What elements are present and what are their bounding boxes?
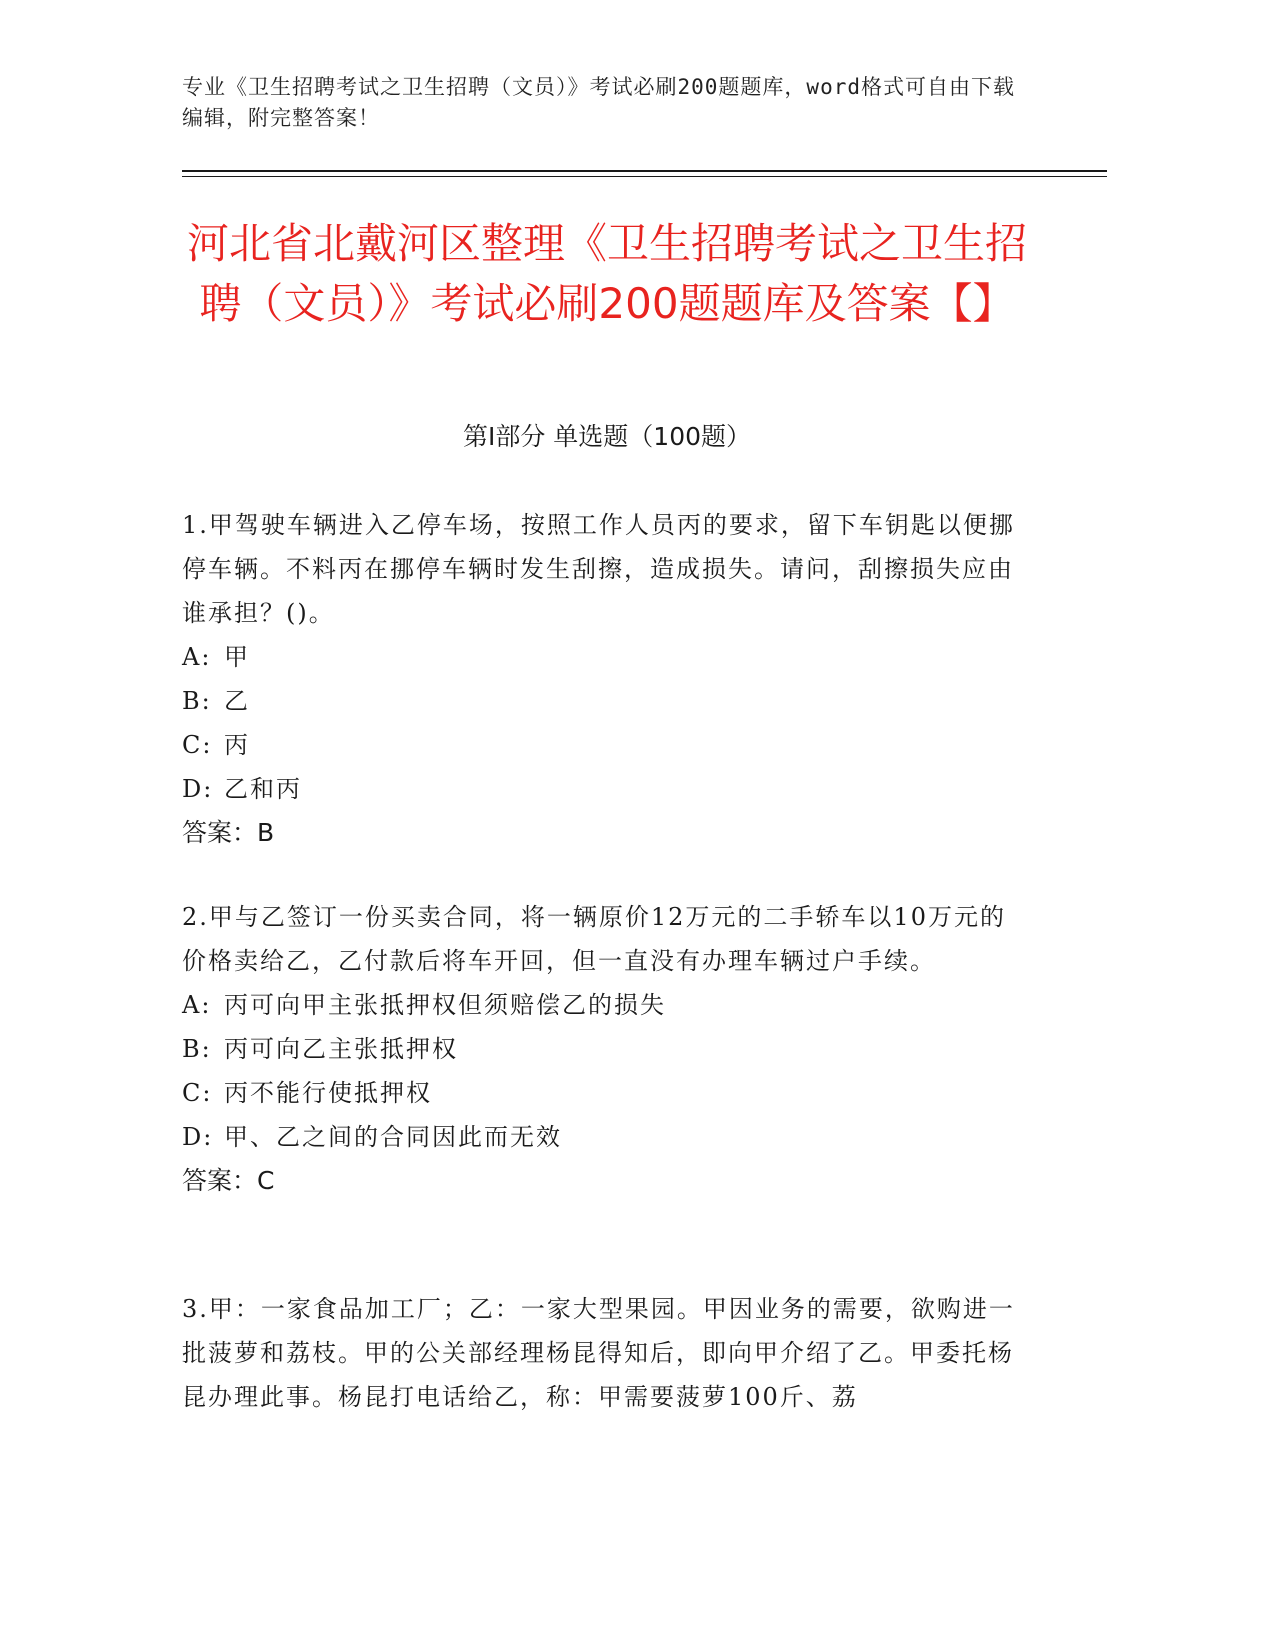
option-c <box>182 723 1017 767</box>
answer: 答案：C <box>182 1166 275 1195</box>
question-stem: 2.甲与乙签订一份买卖合同，将一辆原价12万元的二手轿车以10万元的价格卖给乙，乙付款后将车开回，但一直没有办理车辆过户手续。 <box>182 903 1006 975</box>
option-text: 甲、乙之间的合同因此而无效 <box>224 1123 562 1151</box>
option-text: 丙可向甲主张抵押权但须赔偿乙的损失 <box>224 991 666 1019</box>
section-title: 第I部分 单选题（100题） <box>462 422 752 451</box>
option-d <box>182 1115 1017 1159</box>
question-3 <box>182 1287 1017 1419</box>
option-text: 甲 <box>224 643 250 671</box>
question-stem: 1.甲驾驶车辆进入乙停车场，按照工作人员丙的要求，留下车钥匙以便挪停车辆。不料丙在挪停车辆时发生刮擦，造成损失。请问，刮擦损失应由谁承担？()。 <box>182 511 1015 627</box>
option-key: B: <box>182 687 212 715</box>
option-key: C: <box>182 1079 213 1107</box>
header-divider-thin <box>182 176 1107 177</box>
header-divider-thick <box>182 170 1107 172</box>
answer: 答案：B <box>182 818 275 847</box>
question-2 <box>182 895 1017 1203</box>
document-title: 河北省北戴河区整理《卫生招聘考试之卫生招聘（文员）》考试必刷200题题库及答案【】 <box>186 219 1027 328</box>
option-c <box>182 1071 1017 1115</box>
option-text: 丙可向乙主张抵押权 <box>224 1035 458 1063</box>
question-stem: 3.甲：一家食品加工厂；乙：一家大型果园。甲因业务的需要，欲购进一批菠萝和荔枝。甲的公关部经理杨昆得知后，即向甲介绍了乙。甲委托杨昆办理此事。杨昆打电话给乙，称：甲需要菠萝100斤、荔 <box>182 1295 1015 1411</box>
option-key: D: <box>182 775 214 803</box>
option-text: 丙不能行使抵押权 <box>224 1079 432 1107</box>
option-key: A: <box>182 643 212 671</box>
option-key: B: <box>182 1035 212 1063</box>
option-b <box>182 679 1017 723</box>
option-key: C: <box>182 731 213 759</box>
option-key: A: <box>182 991 212 1019</box>
option-d <box>182 767 1017 811</box>
header-note: 专业《卫生招聘考试之卫生招聘（文员）》考试必刷200题题库，word格式可自由下载编辑，附完整答案！ <box>182 75 1015 130</box>
option-b <box>182 1027 1017 1071</box>
option-text: 丙 <box>224 731 250 759</box>
question-1 <box>182 503 1017 855</box>
option-text: 乙和丙 <box>224 775 302 803</box>
option-key: D: <box>182 1123 214 1151</box>
option-a <box>182 983 1017 1027</box>
option-a <box>182 635 1017 679</box>
option-text: 乙 <box>224 687 250 715</box>
